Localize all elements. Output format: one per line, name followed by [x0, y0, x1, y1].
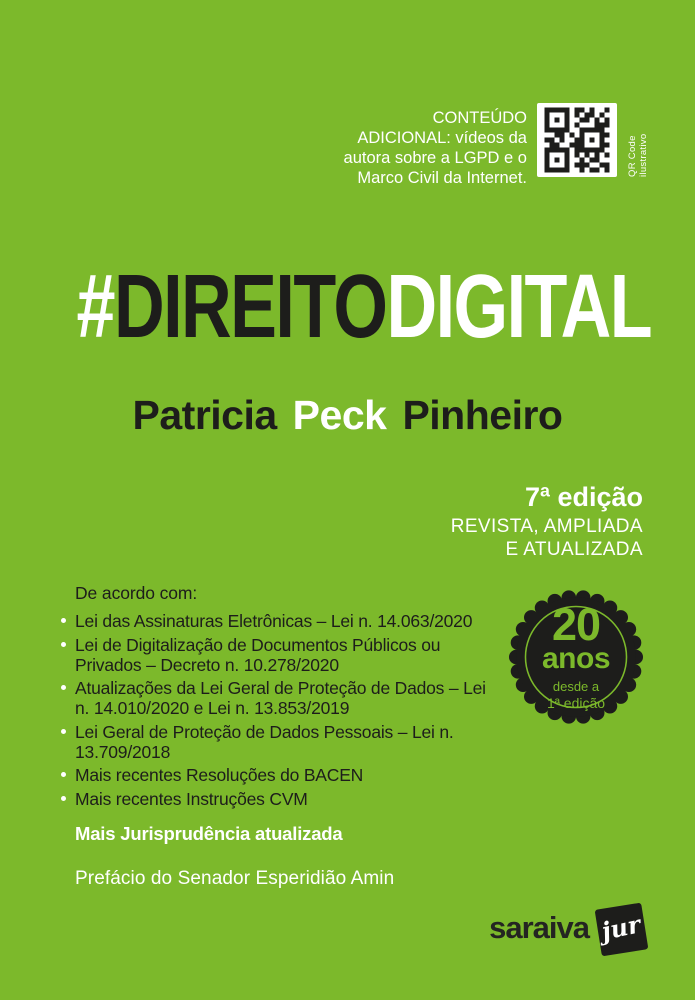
law-list	[61, 611, 503, 809]
badge-text	[508, 589, 644, 725]
publisher-logo	[489, 906, 645, 953]
author-name	[0, 392, 695, 439]
qr-caption: QR Code ilustrativo	[627, 133, 649, 177]
list-item	[61, 635, 503, 675]
badge-years: 20	[551, 599, 601, 651]
bullet-dot-icon	[61, 618, 66, 623]
edition-block	[451, 482, 643, 561]
list-item	[61, 678, 503, 718]
note-line: autora sobre a LGPD e o	[343, 149, 527, 167]
badge-anos: anos	[541, 641, 611, 675]
title-direito: DIREITO	[113, 257, 387, 357]
jurisprudence-highlight: Mais Jurisprudência atualizada	[75, 823, 343, 844]
accordance-section	[61, 583, 503, 812]
badge-first-edition: 1ª edição	[546, 694, 606, 711]
publisher-imprint-square	[595, 903, 649, 957]
publisher-imprint: jur	[599, 909, 644, 946]
bullet-dot-icon	[61, 685, 66, 690]
list-item	[61, 722, 503, 762]
list-item-label: Lei das Assinaturas Eletrônicas – Lei n. 14.063/2020	[75, 611, 473, 631]
list-item	[61, 611, 503, 631]
preface-credit: Prefácio do Senador Esperidião Amin	[75, 868, 395, 889]
title-digital: DIGITAL	[386, 257, 652, 357]
list-item	[61, 789, 503, 809]
list-item-label: Atualizações da Lei Geral de Proteção de Dados – Lei n. 14.010/2020 e Lei n. 13.853/2019	[75, 678, 486, 718]
list-item	[61, 765, 503, 785]
note-line: Marco Civil da Internet.	[357, 169, 527, 187]
anniversary-badge	[508, 589, 644, 725]
edition-line: E ATUALIZADA	[505, 538, 643, 560]
qr-code-icon	[537, 103, 617, 177]
list-item-label: Lei de Digitalização de Documentos Públicos ou Privados – Decreto n. 10.278/2020	[75, 634, 441, 675]
note-line: ADICIONAL: vídeos da	[357, 129, 527, 147]
list-item-label: Lei Geral de Proteção de Dados Pessoais – Lei n. 13.709/2018	[75, 721, 454, 762]
edition-number: 7ª edição	[524, 482, 643, 512]
accordance-heading: De acordo com:	[75, 583, 198, 603]
author-last: Pinheiro	[402, 392, 563, 438]
bullet-dot-icon	[61, 796, 66, 801]
author-first: Patricia	[132, 392, 277, 438]
bullet-dot-icon	[61, 642, 66, 647]
list-item-label: Mais recentes Instruções CVM	[75, 788, 308, 809]
title-hash: #	[76, 257, 114, 357]
badge-since: desde a	[552, 678, 600, 694]
page-title	[76, 257, 652, 357]
additional-content-note	[344, 103, 527, 188]
additional-content-block	[344, 103, 649, 188]
note-line: CONTEÚDO	[432, 109, 527, 127]
bullet-dot-icon	[61, 729, 66, 734]
list-item-label: Mais recentes Resoluções do BACEN	[75, 765, 364, 785]
bullet-dot-icon	[61, 772, 66, 777]
edition-line: REVISTA, AMPLIADA	[450, 516, 643, 537]
author-middle: Peck	[292, 392, 387, 438]
publisher-name: saraiva	[489, 910, 589, 945]
